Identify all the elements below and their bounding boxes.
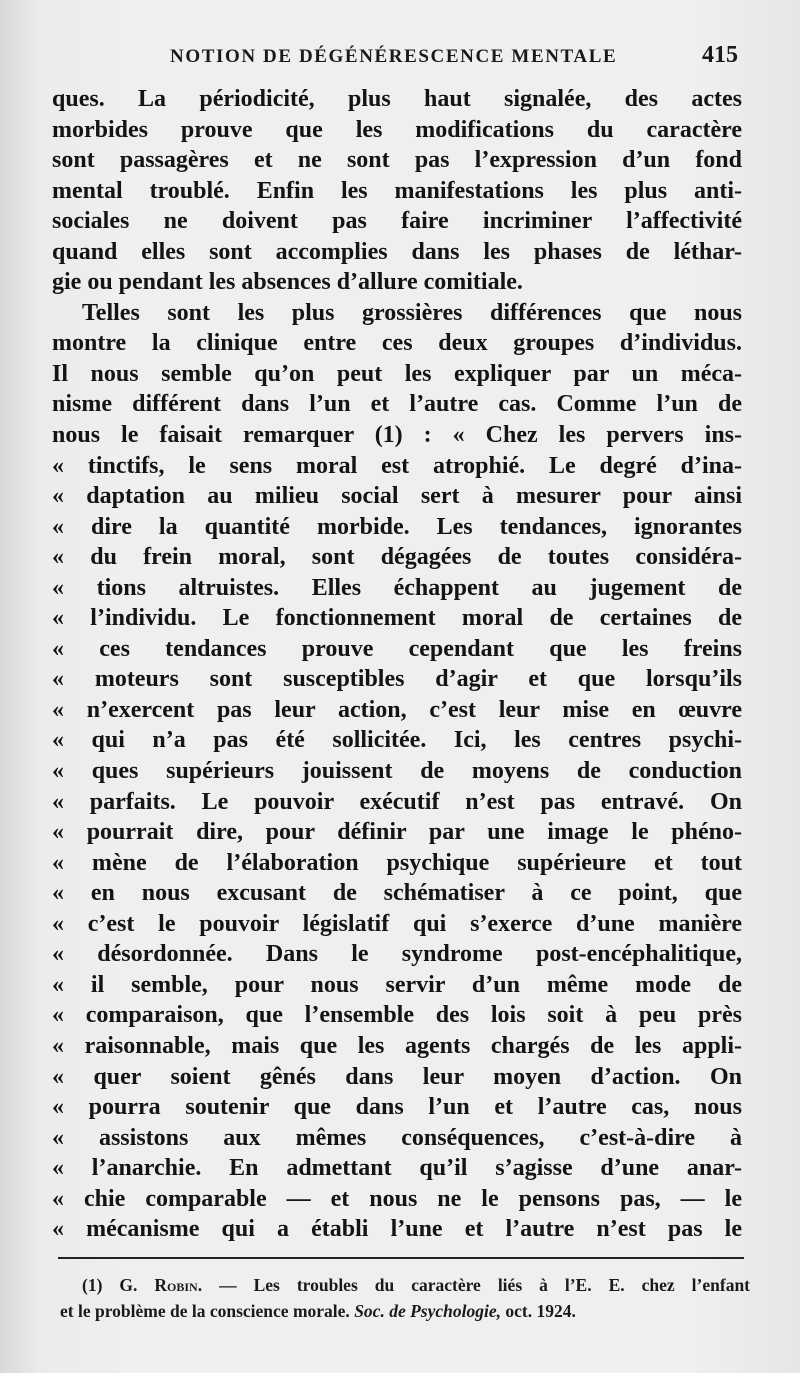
quote-line: « pourrait dire, pour définir par une image le phéno- — [52, 819, 742, 846]
text-line: nous le faisait remarquer (1) : « Chez les pervers ins- — [52, 422, 742, 449]
quote-line: « du frein moral, sont dégagées de toutes considéra- — [52, 544, 742, 571]
text-line: morbides prouve que les modifications du caractère — [52, 116, 742, 143]
quote-line: « tions altruistes. Elles échappent au jugement de — [52, 574, 742, 601]
text-line: montre la clinique entre ces deux groupes d’individus. — [52, 330, 742, 357]
text-line: sont passagères et ne sont pas l’expression d’un fond — [52, 147, 742, 174]
quote-line: « n’exercent pas leur action, c’est leur mise en œuvre — [52, 696, 742, 723]
quote-line: « désordonnée. Dans le syndrome post-encéphalitique, — [52, 941, 742, 968]
text-line: nisme différent dans l’un et l’autre cas. Comme l’un de — [52, 391, 742, 418]
page-header — [170, 42, 740, 78]
running-title: NOTION DE DÉGÉNÉRESCENCE MENTALE — [170, 46, 618, 67]
text-line: gie ou pendant les absences d’allure comitiale. — [52, 269, 523, 296]
quote-line: « moteurs sont susceptibles d’agir et que lorsqu’ils — [52, 666, 742, 693]
footnote-marker: (1) — [82, 1275, 103, 1295]
footnote-author: G. Robin. — [119, 1275, 203, 1295]
quote-line: « l’anarchie. En admettant qu’il s’agisse d’une anar- — [52, 1155, 742, 1182]
quote-line: « mécanisme qui a établi l’une et l’autre n’est pas le — [52, 1216, 742, 1243]
quote-line: « daptation au milieu social sert à mesurer pour ainsi — [52, 483, 742, 510]
quote-line: « raisonnable, mais que les agents chargés de les appli- — [52, 1032, 742, 1059]
text-line: sociales ne doivent pas faire incriminer l’affectivité — [52, 208, 742, 235]
quote-line: « parfaits. Le pouvoir exécutif n’est pas entravé. On — [52, 788, 742, 815]
text-line: mental troublé. Enfin les manifestations les plus anti- — [52, 177, 742, 204]
quote-line: « mène de l’élaboration psychique supérieure et tout — [52, 849, 742, 876]
quote-line: « ces tendances prouve cependant que les freins — [52, 635, 742, 662]
quote-line: « pourra soutenir que dans l’un et l’autre cas, nous — [52, 1094, 742, 1121]
footnote — [60, 1272, 750, 1324]
quote-line: « chie comparable — et nous ne le pensons pas, — le — [52, 1185, 742, 1212]
paragraph-start-line: Telles sont les plus grossières différences que nous — [82, 299, 742, 326]
text-line: ques. La périodicité, plus haut signalée, des actes — [52, 86, 742, 112]
text-line: quand elles sont accomplies dans les phases de léthar- — [52, 238, 742, 265]
footnote-journal: Soc. de Psychologie, — [354, 1301, 501, 1321]
footnote-title-part1: Les troubles du caractère liés à l’E. E. chez l’enfant — [253, 1275, 750, 1295]
footnote-separator — [58, 1257, 744, 1259]
quote-line: « l’individu. Le fonctionnement moral de certaines de — [52, 605, 742, 632]
quote-line: « tinctifs, le sens moral est atrophié. Le degré d’ina- — [52, 452, 742, 479]
quote-line: « en nous excusant de schématiser à ce point, que — [52, 880, 742, 907]
quote-line: « assistons aux mêmes conséquences, c’est-à-dire à — [52, 1124, 742, 1151]
body-text — [52, 84, 742, 1245]
text-line: Il nous semble qu’on peut les expliquer par un méca- — [52, 360, 742, 387]
page-number: 415 — [702, 42, 738, 68]
footnote-line — [60, 1272, 750, 1298]
quote-line: « dire la quantité morbide. Les tendances, ignorantes — [52, 513, 742, 540]
quote-line: « il semble, pour nous servir d’un même mode de — [52, 971, 742, 998]
footnote-title-part2: et le problème de la conscience morale. — [60, 1301, 350, 1321]
quote-line: « comparaison, que l’ensemble des lois soit à peu près — [52, 1002, 742, 1029]
quote-line: « qui n’a pas été sollicitée. Ici, les centres psychi- — [52, 727, 742, 754]
footnote-dash: — — [219, 1275, 237, 1295]
footnote-date: oct. 1924. — [505, 1301, 576, 1321]
footnote-line — [60, 1298, 750, 1324]
quote-line: « c’est le pouvoir législatif qui s’exerce d’une manière — [52, 910, 742, 937]
quote-line: « quer soient gênés dans leur moyen d’action. On — [52, 1063, 742, 1090]
quote-line: « ques supérieurs jouissent de moyens de conduction — [52, 758, 742, 785]
